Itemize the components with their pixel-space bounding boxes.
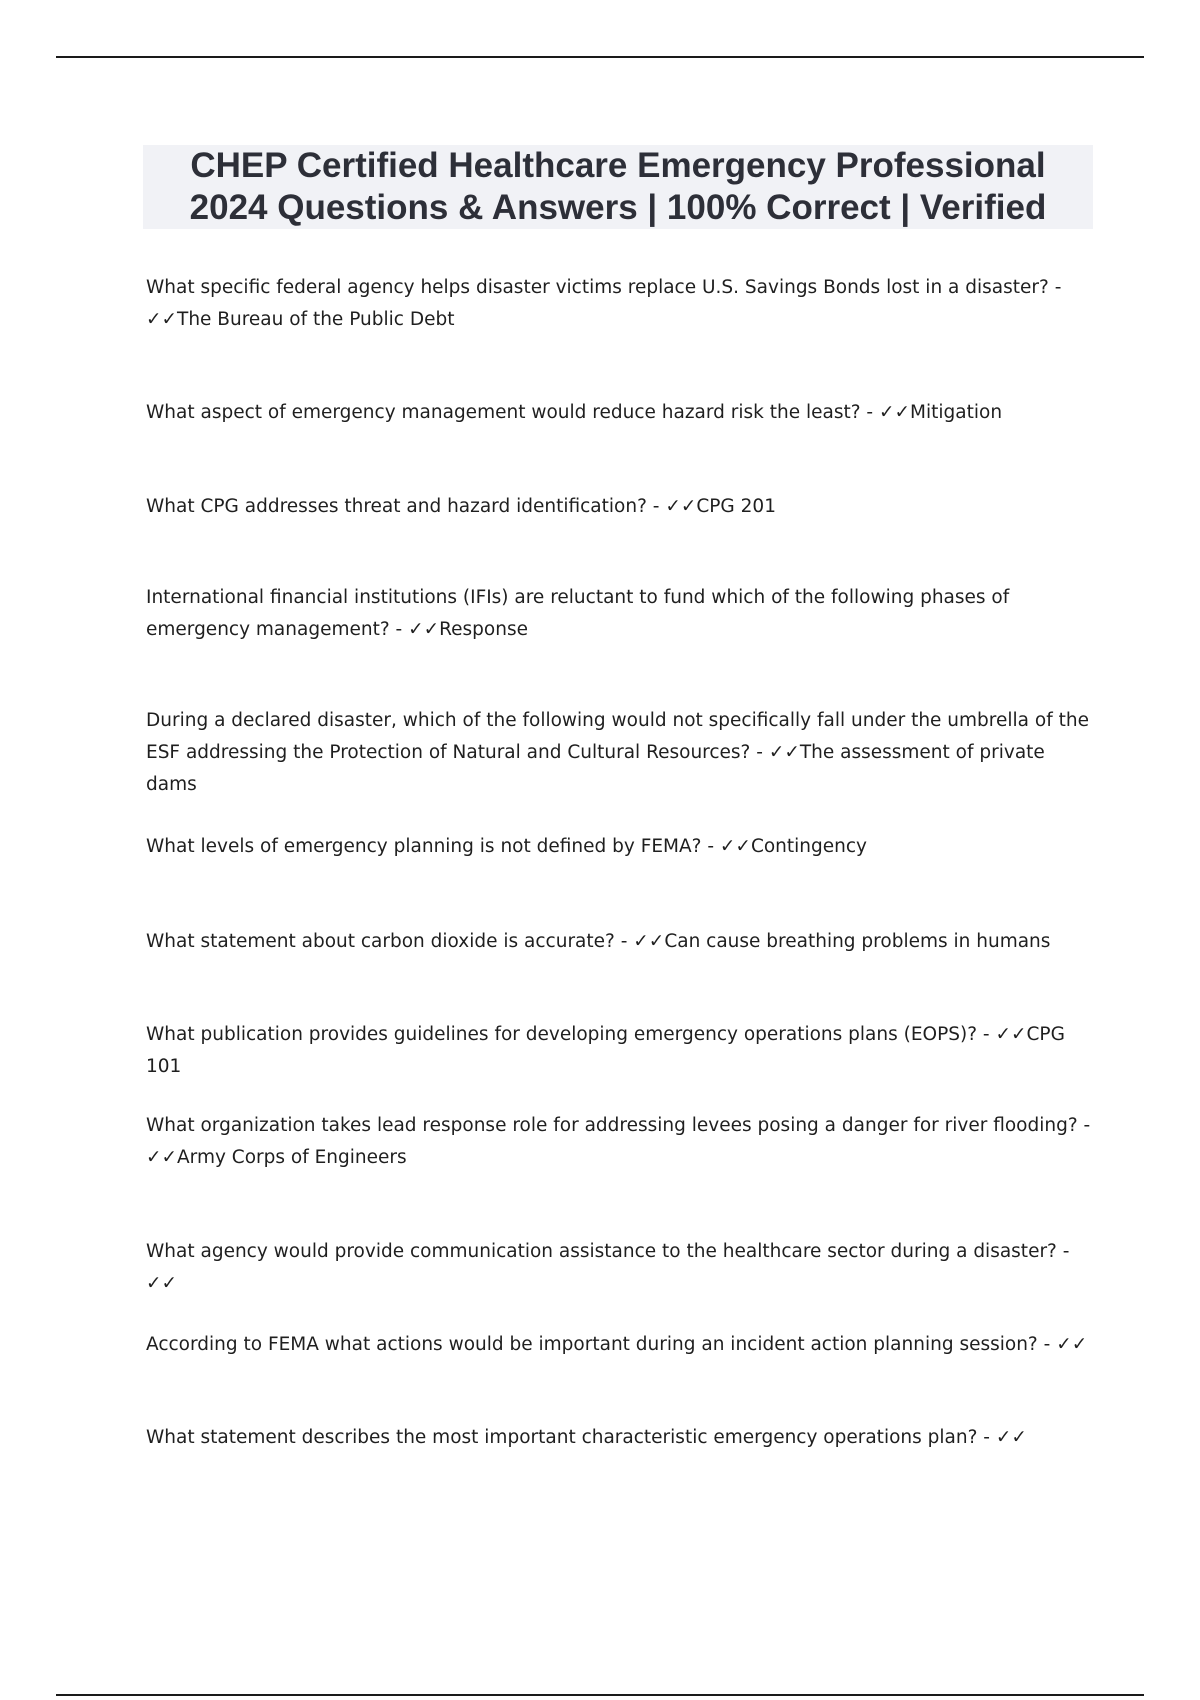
answer-text: Army Corps of Engineers	[177, 1147, 407, 1168]
qa-item	[146, 491, 1096, 523]
document-title-banner	[143, 145, 1093, 229]
double-check-icon: ✓✓	[995, 1024, 1027, 1045]
top-divider	[56, 56, 1144, 58]
answer-text: Response	[439, 619, 528, 640]
double-check-icon: ✓✓	[719, 836, 751, 857]
question-text: What organization takes lead response role for addressing levees posing a danger for river flooding? -	[146, 1115, 1091, 1136]
answer-text: Contingency	[750, 836, 867, 857]
qa-item	[146, 831, 1096, 863]
bottom-divider	[56, 1694, 1144, 1696]
qa-item	[146, 926, 1096, 958]
double-check-icon: ✓✓	[768, 742, 800, 763]
qa-item	[146, 1329, 1096, 1361]
double-check-icon: ✓✓	[408, 619, 440, 640]
qa-item	[146, 1422, 1096, 1454]
answer-text: The Bureau of the Public Debt	[177, 309, 455, 330]
qa-item	[146, 582, 1096, 646]
question-text: What statement describes the most important characteristic emergency operations plan? -	[146, 1427, 990, 1448]
question-text: What aspect of emergency management would reduce hazard risk the least? -	[146, 402, 874, 423]
question-text: What agency would provide communication assistance to the healthcare sector during a disaster? -	[146, 1241, 1070, 1262]
double-check-icon: ✓✓	[146, 1273, 178, 1294]
qa-item	[146, 1236, 1096, 1300]
answer-text: The assessment of private dams	[146, 742, 1045, 795]
double-check-icon: ✓✓	[633, 931, 665, 952]
answer-text: Mitigation	[910, 402, 1003, 423]
document-title-line-1: CHEP Certified Healthcare Emergency Professional	[190, 146, 1046, 185]
question-text: What specific federal agency helps disaster victims replace U.S. Savings Bonds lost in a disaster? -	[146, 277, 1062, 298]
question-text: What levels of emergency planning is not defined by FEMA? -	[146, 836, 715, 857]
answer-text: CPG 201	[696, 496, 776, 517]
answer-text: Can cause breathing problems in humans	[664, 931, 1051, 952]
qa-item	[146, 1110, 1096, 1174]
qa-item	[146, 272, 1096, 336]
question-text: International financial institutions (IFIs) are reluctant to fund which of the following phases of emergency management? -	[146, 587, 1010, 640]
double-check-icon: ✓✓	[146, 1147, 178, 1168]
question-text: According to FEMA what actions would be important during an incident action planning session? -	[146, 1334, 1051, 1355]
double-check-icon: ✓✓	[665, 496, 697, 517]
document-title-line-2: 2024 Questions & Answers | 100% Correct | Verified	[189, 188, 1047, 227]
answer-text: CPG 101	[146, 1024, 1065, 1077]
question-text: What statement about carbon dioxide is accurate? -	[146, 931, 628, 952]
double-check-icon: ✓✓	[146, 309, 178, 330]
qa-item	[146, 397, 1096, 429]
double-check-icon: ✓✓	[879, 402, 911, 423]
double-check-icon: ✓✓	[995, 1427, 1027, 1448]
qa-item	[146, 705, 1096, 801]
double-check-icon: ✓✓	[1056, 1334, 1088, 1355]
question-text: What publication provides guidelines for developing emergency operations plans (EOPS)? -	[146, 1024, 990, 1045]
question-text: During a declared disaster, which of the following would not specifically fall under the umbrella of the ESF addressing the Protection of Natural and Cultural Resources? -	[146, 710, 1089, 763]
question-text: What CPG addresses threat and hazard identification? -	[146, 496, 660, 517]
qa-item	[146, 1019, 1096, 1083]
